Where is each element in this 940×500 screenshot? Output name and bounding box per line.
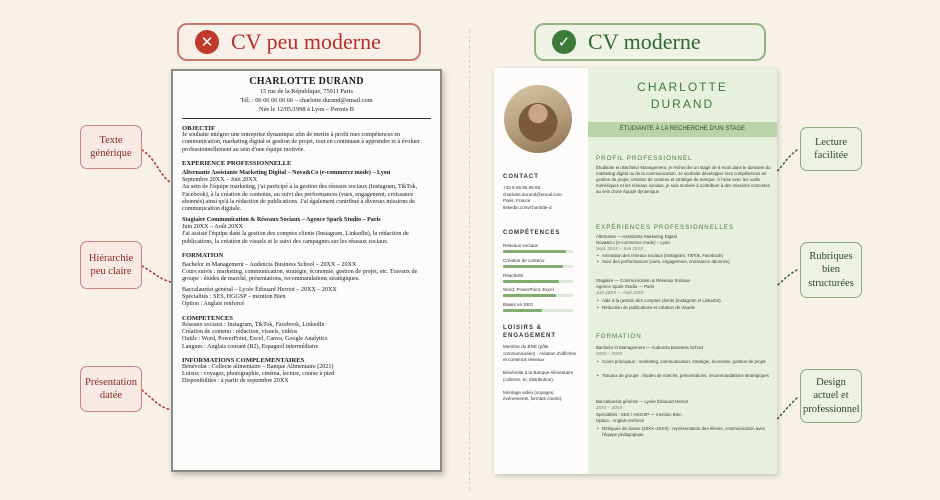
old-cv-name: CHARLOTTE DURAND xyxy=(249,76,364,87)
form1-bullet: • Cours principaux : marketing, communication, stratégie, économie, gestion de projet xyxy=(602,359,770,365)
leisure-title: LOISIRS & ENGAGEMENT xyxy=(503,325,557,339)
cv-last-name: DURAND xyxy=(650,97,715,111)
skill-bar xyxy=(503,265,573,268)
callout-texte-generique: Texte générique xyxy=(80,125,142,169)
skill-bar xyxy=(503,280,573,283)
formation-title: FORMATION xyxy=(596,333,642,340)
skill-label: Word, PowerPoint, Excel xyxy=(503,287,554,292)
skill-bar-fill xyxy=(503,309,542,312)
old-cv-formation-title: FORMATION xyxy=(182,251,224,259)
skill-label: Création de contenu xyxy=(503,258,545,263)
cv-first-name: CHARLOTTE xyxy=(637,80,728,94)
experience-title: EXPÉRIENCES PROFESSIONNELLES xyxy=(596,224,735,231)
modern-cv-sidebar xyxy=(494,68,586,474)
exp1-heading: Alternante — Assistante Marketing Digital Nova&Co (e-commerce mode) – Lyon xyxy=(596,234,677,245)
old-cv-exp-title: EXPERIENCE PROFESSIONNELLE xyxy=(182,159,292,167)
modern-cv-document xyxy=(494,68,777,474)
old-cv-form1-title: Bachelor in Management – Audencia Business School – 20XX – 20XX xyxy=(182,261,357,268)
skill-bar xyxy=(503,250,573,253)
exp2-heading: Stagiaire — Communication & Réseaux Sociaux Agence Spark Studio — Paris xyxy=(596,278,691,289)
old-cv-address: 15 rue de la République, 75011 Paris xyxy=(260,88,353,95)
callout-design-actuel: Design actuel et professionnel xyxy=(800,369,862,423)
old-cv-job1-title: Alternante Assistante Marketing Digital – Nova&Co (e-commerce mode) – Lyon xyxy=(182,169,391,176)
cross-icon: ✕ xyxy=(195,30,219,54)
modern-cv-main xyxy=(588,68,777,474)
exp1-bullet: • Suivi des performances (vues, engagement, croissance abonnés) xyxy=(602,259,770,265)
skill-label: Réseaux sociaux xyxy=(503,243,538,248)
form2-heading: Baccalauréat général — Lycée Édouard Herriot xyxy=(596,399,689,404)
exp2-bullet: • Aide à la gestion des comptes clients (Instagram et LinkedIn) xyxy=(602,298,770,304)
skill-item xyxy=(503,258,573,268)
old-cv-form2-text: Spécialités : SES, HGGSP – mention Bien Option : Anglais renforcé xyxy=(182,294,286,308)
exp1-date: Sept. 20XX – Juin 20XX xyxy=(596,246,644,251)
form1-bullet: • Travaux de groupe : études de marché, présentations, recommandations stratégiques xyxy=(602,373,770,379)
old-cv-job1-date: Septembre 20XX – Juin 20XX xyxy=(182,177,258,184)
form1-date: 20XX – 20XX xyxy=(596,351,623,356)
exp2-bullet: • Réduction de publications et création de visuels xyxy=(602,305,770,311)
skill-bar-fill xyxy=(503,280,559,283)
old-cv-info: Bénévolat : Collecte alimentaire – Banque Alimentaire (2021) Loisirs : voyages, photographie, cinéma, lecture, course à pied Disponibilités : à partir de septembre 20XX xyxy=(182,363,335,385)
exp1-bullet: • Animation des réseaux sociaux (Instagram, TikTok, Facebook) xyxy=(602,253,770,259)
form2-text: Spécialités : SES / HGGSP — mention Bien Option : Anglais renforcé xyxy=(596,412,682,423)
profile-text: Étudiante en Bachelor Management, je recherche un stage de 6 mois dans le domaine du marketing digital ou de la communication. Je souhaite développer mes compétences en gestion de projet, création de contenu et stratégie de marque. À l'aise avec les outils numériques et les réseaux sociaux, je suis motivée à contribuer à des missions concrètes au sein d'une équipe dynamique. xyxy=(596,165,771,194)
old-cv-objective-title: OBJECTIF xyxy=(182,125,215,132)
skill-item xyxy=(503,273,573,283)
old-cv-form1-text: Cours suivis : marketing, communication, stratégie, économie, gestion de projet, etc. Travaux de groupe : études de marché, présentations, recommandations stratégiques. xyxy=(182,269,418,283)
profile-title: PROFIL PROFESSIONNEL xyxy=(596,155,693,162)
old-cv-job2-date: Juin 20XX – Août 20XX xyxy=(182,223,243,230)
skill-bar xyxy=(503,294,573,297)
callout-lecture-facilitee: Lecture facilitée xyxy=(800,127,862,171)
check-icon: ✓ xyxy=(552,30,576,54)
skills-title: COMPÉTENCES xyxy=(503,230,561,236)
old-cv-rule xyxy=(182,118,431,119)
old-cv-job2-text: J'ai assisté l'équipe dans la gestion des comptes clients (Instagram, LinkedIn), la rédaction de publications, la création de visuels et le suivi des campagnes sur les réseaux sociaux. xyxy=(182,231,409,245)
contact-title: CONTACT xyxy=(503,174,539,180)
skill-bar-fill xyxy=(503,265,563,268)
banner-old-cv-label: CV peu moderne xyxy=(231,29,381,54)
skill-label: Bases en SEO xyxy=(503,302,534,307)
skill-bar-fill xyxy=(503,250,566,253)
cv-tagline: ÉTUDIANTE À LA RECHERCHE D'UN STAGE xyxy=(588,122,777,137)
banner-new-cv xyxy=(534,23,766,61)
profile-photo xyxy=(504,85,572,153)
callout-hierarchie: Hiérarchie peu claire xyxy=(80,241,142,289)
form1-heading: Bachelor in Management — Audencia Business School xyxy=(596,345,704,350)
old-cv-competences-title: COMPETENCES xyxy=(182,314,233,322)
callout-rubriques-structurees: Rubriques bien structurées xyxy=(800,242,862,298)
exp2-date: Juin 20XX — Août 20XX xyxy=(596,290,644,295)
old-cv-info-title: INFORMATIONS COMPLEMENTAIRES xyxy=(182,356,305,364)
leisure-text: Membre du BDE (pôle communication) : création d'affiches et contenus réseaux Bénévolat à la Banque Alimentaire (collecte, tri, distribution). Montage vidéo (voyages, événements, formats courts). xyxy=(503,344,577,401)
skill-item xyxy=(503,287,573,297)
contact-details: +33 6 66 66 66 66 charlotte.durand@email.com Paris, France linkedin.com/charlotte-d xyxy=(503,185,562,210)
callout-presentation-datee: Présentation datée xyxy=(80,366,142,412)
old-cv-competences: Réseaux sociaux : Instagram, TikTok, Facebook, LinkedIn Création de contenu : rédaction, visuels, vidéos Outils : Word, PowerPoint, Excel, Canva, Google Analytics Langues : Anglais courant (B2), Espagnol intermédiaire xyxy=(182,321,328,350)
old-cv-objective: Je souhaite intégrer une entreprise dynamique afin de mettre à profit mes compétences en communication, marketing digital et gestion de projet, tout en continuant à apprendre et à évoluer professionnellement au sein d'une équipe motivée. xyxy=(182,132,420,153)
old-cv-job1-text: Au sein de l'équipe marketing, j'ai participé à la gestion des réseaux sociaux (Instagram, TikTok, Facebook), à la création de contenus, au suivi des performances (vues, engagement, croissance abonnés) ainsi qu'à la rédaction de publications. J'ai également contribué à diverses missions de communication digitale. xyxy=(182,184,418,213)
banner-old-cv xyxy=(177,23,421,61)
skill-item xyxy=(503,302,573,312)
form2-bullet: • Déléguée de classe (20XX–20XX) : représentation des élèves, communication avec l'équipe pédagogique xyxy=(602,426,770,438)
skill-item xyxy=(503,243,573,253)
old-cv-birth: Née le 12/05/1998 à Lyon – Permis B xyxy=(259,106,354,113)
form2-date: 20XX – 20XX xyxy=(596,405,623,410)
old-cv-document xyxy=(171,69,442,472)
skill-bar-fill xyxy=(503,294,556,297)
skill-bar xyxy=(503,309,573,312)
old-cv-form2-title: Baccalauréat général – Lycée Édouard Herriot – 20XX – 20XX xyxy=(182,286,337,293)
skill-label: Réactivité xyxy=(503,273,524,278)
banner-new-cv-label: CV moderne xyxy=(588,29,701,54)
old-cv-job2-title: Stagiaire Communication & Réseaux Sociaux – Agence Spark Studio – Paris xyxy=(182,216,381,223)
old-cv-phone-email: Tél. : 06 66 66 66 66 – charlotte.durand@email.com xyxy=(240,97,373,104)
